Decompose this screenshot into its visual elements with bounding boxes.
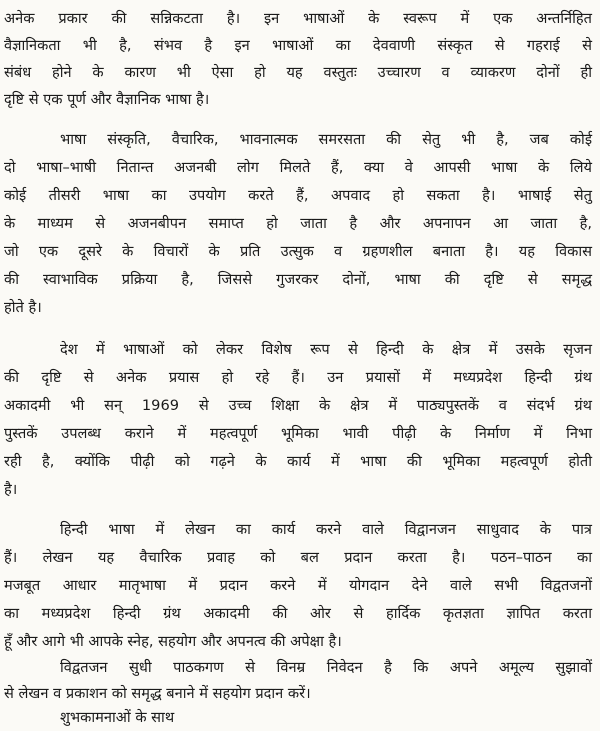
text-line: मजबूत आधार मातृभाषा में प्रदान करने में योगदान देने वाले सभी विद्वतजनों [4,577,592,594]
text-line: की स्वाभाविक प्रक्रिया है, जिससे गुजरकर दोनों, भाषा की दृष्टि से समृद्ध [4,271,592,288]
text-line: संबंध होने के कारण भी ऐसा हो यह वस्तुतः उच्चारण व व्याकरण दोनों ही [4,64,592,81]
text-line: है। [4,481,18,498]
text-line: की दृष्टि से अनेक प्रयास हो रहे हैं। उन प्रयासों में मध्यप्रदेश हिन्दी ग्रंथ [4,369,592,386]
text-line: हिन्दी भाषा में लेखन का कार्य करने वाले विद्वानजन साधुवाद के पात्र [60,521,592,538]
closing-salutation: शुभकामनाओं के साथ [60,709,175,726]
text-line: हैं। लेखन यह वैचारिक प्रवाह को बल प्रदान करता है। पठन–पाठन का [4,549,592,566]
text-line: वैज्ञानिकता भी है, संभव है इन भाषाओं का देववाणी संस्कृत से गहराई से [4,37,592,54]
text-line: से लेखन व प्रकाशन को समृद्ध बनाने में सहयोग प्रदान करें। [4,685,311,702]
text-line: देश में भाषाओं को लेकर विशेष रूप से हिन्दी के क्षेत्र में उसके सृजन [60,341,592,358]
text-line: दृष्टि से एक पूर्ण और वैज्ञानिक भाषा है। [4,91,210,108]
text-line: रही है, क्योंकि पीढ़ी को गढ़ने के कार्य में भाषा की भूमिका महत्वपूर्ण होती [4,453,592,470]
text-line: कोई तीसरी भाषा का उपयोग करते हैं, अपवाद हो सकता है। भाषाई सेतु [4,187,592,204]
text-line: जो एक दूसरे के विचारों के प्रति उत्सुक व ग्रहणशील बनाता है। यह विकास [4,243,592,260]
text-line: पुस्तकें उपलब्ध कराने में महत्वपूर्ण भूमिका भावी पीढ़ी के निर्माण में निभा [4,425,592,442]
text-line: हूँ और आगे भी आपके स्नेह, सहयोग और अपनत्व की अपेक्षा है। [4,633,342,650]
text-line: अनेक प्रकार की सन्निकटता है। इन भाषाओं के स्वरूप में एक अन्तर्निहित [4,10,592,27]
text-line: का मध्यप्रदेश हिन्दी ग्रंथ अकादमी की ओर से हार्दिक कृतज्ञता ज्ञापित करता [4,605,592,622]
text-line: विद्वतजन सुधी पाठकगण से विनम्र निवेदन है कि अपने अमूल्य सुझावों [60,659,592,676]
text-line: अकादमी भी सन् 1969 से उच्च शिक्षा के क्षेत्र में पाठ्यपुस्तकें व संदर्भ ग्रंथ [4,397,592,414]
text-line: भाषा संस्कृति, वैचारिक, भावनात्मक समरसता की सेतु भी है, जब कोई [60,131,592,148]
text-line: के माध्यम से अजनबीपन समाप्त हो जाता है और अपनापन आ जाता है, [4,215,592,232]
text-line: दो भाषा–भाषी नितान्त अजनबी लोग मिलते हैं, क्या वे आपसी भाषा के लिये [4,159,592,176]
text-line: होते है। [4,299,42,316]
